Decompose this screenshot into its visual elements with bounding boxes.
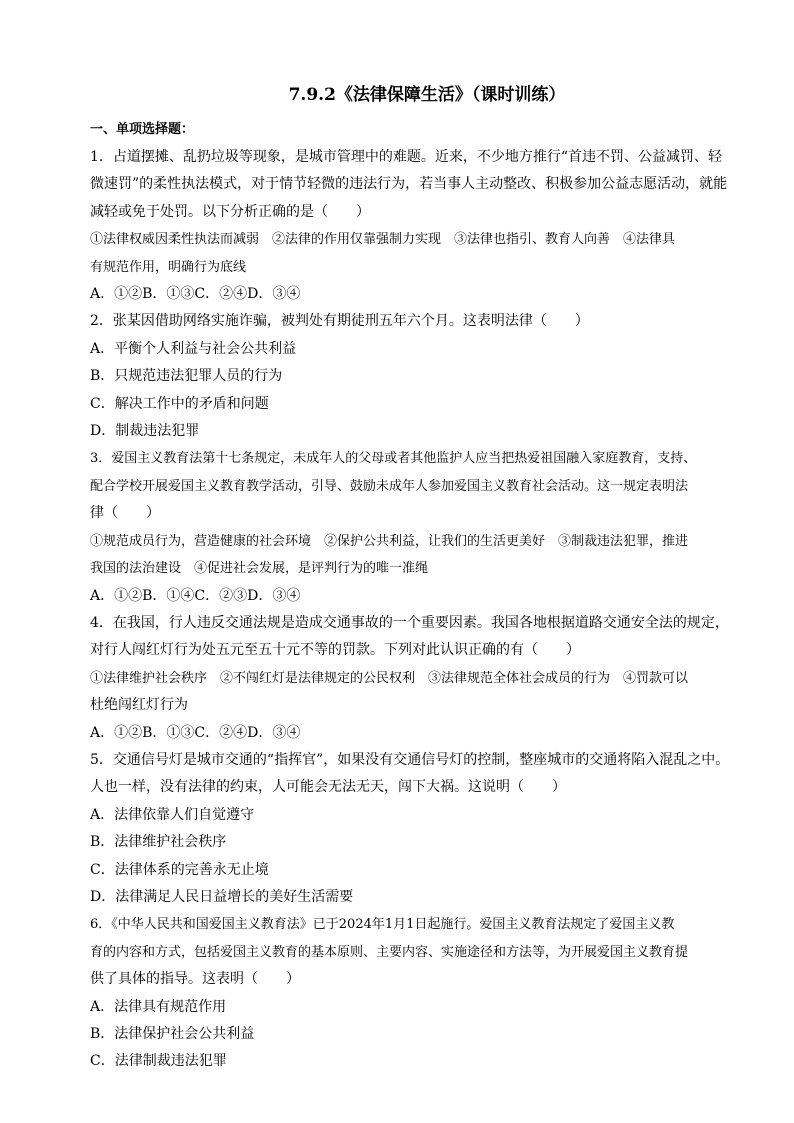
option-statements: ①规范成员行为，营造健康的社会环境 ②保护公共利益，让我们的生活更美好 ③制裁违法犯罪，推进 — [90, 533, 689, 549]
answer-choice: A．平衡个人利益与社会公共利益 — [90, 340, 297, 357]
question-2 — [90, 308, 740, 445]
question-stem: 减轻或免于处罚。以下分析正确的是（ ） — [90, 203, 370, 220]
question-stem: 6．《中华人民共和国爱国主义教育法》已于2024年1月1日起施行。爱国主义教育法规定了爱国主义教 — [90, 917, 675, 933]
answer-choice: C．解决工作中的矛盾和问题 — [90, 395, 269, 412]
document-title: 7.9.2《法律保障生活》（课时训练） — [288, 85, 566, 105]
question-3 — [90, 445, 740, 609]
question-stem: 2．张某因借助网络实施诈骗，被判处有期徒刑五年六个月。这表明法律（ ） — [90, 313, 589, 330]
question-5 — [90, 747, 740, 911]
option-statements: 我国的法治建设 ④促进社会发展，是评判行为的唯一准绳 — [90, 561, 429, 577]
answer-choices: A．①②B．①④C．②③D．③④ — [90, 587, 301, 604]
question-stem: 人也一样，没有法律的约束，人可能会无法无天，闯下大祸。这说明（ ） — [90, 779, 566, 796]
question-stem: 供了具体的指导。这表明（ ） — [90, 971, 300, 988]
option-statements: 杜绝闯红灯行为 — [90, 697, 188, 714]
question-stem: 5．交通信号灯是城市交通的“指挥官”，如果没有交通信号灯的控制，整座城市的交通将陷入混乱之中。 — [90, 751, 730, 768]
section-heading: 一、单项选择题： — [90, 122, 195, 137]
answer-choice: A．法律依靠人们自觉遵守 — [90, 806, 255, 823]
question-stem: 律（ ） — [90, 505, 160, 522]
question-stem: 4．在我国，行人违反交通法规是造成交通事故的一个重要因素。我国各地根据道路交通安全法的规定， — [90, 614, 729, 631]
question-6 — [90, 911, 740, 1075]
question-4 — [90, 610, 740, 747]
option-statements: ①法律权威因柔性执法而减弱 ②法律的作用仅靠强制力实现 ③法律也指引、教育人向善 ④法律具 — [90, 232, 676, 248]
question-stem: 3．爱国主义教育法第十七条规定，未成年人的父母或者其他监护人应当把热爱祖国融入家庭教育，支持、 — [90, 451, 697, 467]
answer-choices: A．①②B．①③C．②④D．③④ — [90, 286, 301, 303]
question-1 — [90, 144, 740, 308]
answer-choice: D．法律满足人民日益增长的美好生活需要 — [90, 888, 354, 905]
answer-choices: A．①②B．①③C．②④D．③④ — [90, 724, 301, 741]
answer-choice: C．法律制裁违法犯罪 — [90, 1053, 227, 1070]
question-stem: 微速罚”的柔性执法模式，对于情节轻微的违法行为，若当事人主动整改、积极参加公益志愿活动，就能 — [90, 176, 728, 193]
answer-choice: C．法律体系的完善永无止境 — [90, 861, 269, 878]
answer-choice: A．法律具有规范作用 — [90, 998, 227, 1015]
question-stem: 育的内容和方式，包括爱国主义教育的基本原则、主要内容、实施途径和方法等，为开展爱国主义教育提 — [90, 944, 689, 960]
answer-choice: B．法律维护社会秩序 — [90, 834, 227, 851]
answer-choice: D．制裁违法犯罪 — [90, 423, 200, 440]
answer-choice: B．法律保护社会公共利益 — [90, 1026, 255, 1042]
option-statements: ①法律维护社会秩序 ②不闯红灯是法律规定的公民权利 ③法律规范全体社会成员的行为 ④罚款可以 — [90, 670, 689, 686]
question-stem: 对行人闯红灯行为处五元至五十元不等的罚款。下列对此认识正确的有（ ） — [90, 642, 580, 659]
question-stem: 配合学校开展爱国主义教育教学活动，引导、鼓励未成年人参加爱国主义教育社会活动。这一规定表明法 — [90, 478, 689, 494]
answer-choice: B．只规范违法犯罪人员的行为 — [90, 368, 283, 385]
document-page — [90, 84, 740, 1076]
option-statements: 有规范作用，明确行为底线 — [90, 259, 247, 275]
question-stem: 1．占道摆摊、乱扔垃圾等现象，是城市管理中的难题。近来，不少地方推行“首违不罚、公益减罚、轻 — [90, 149, 723, 165]
